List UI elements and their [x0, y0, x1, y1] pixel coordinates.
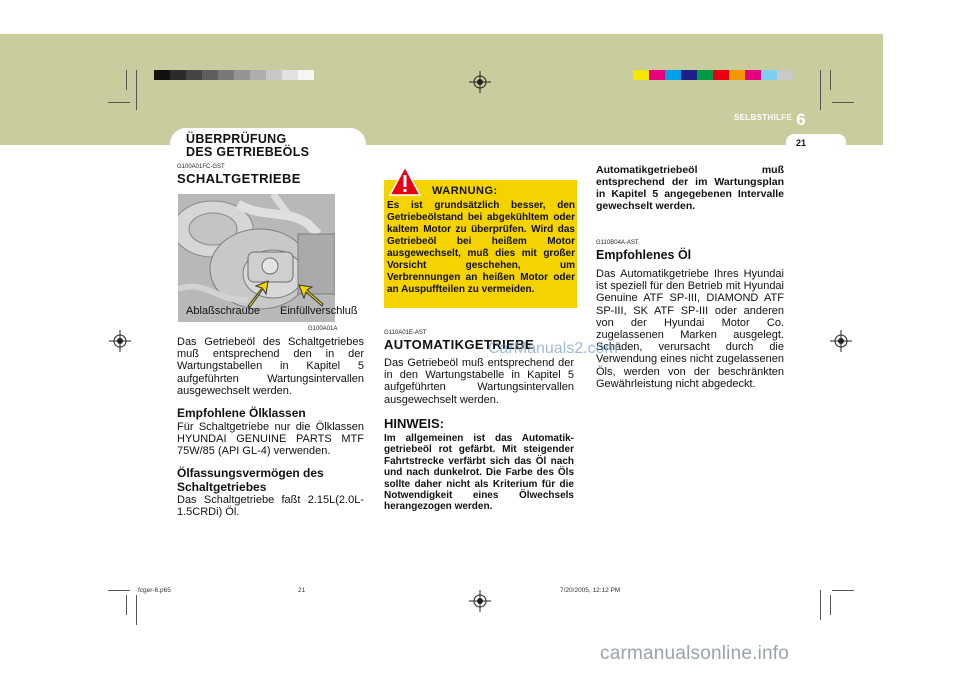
registration-target-icon: [469, 590, 491, 612]
watermark: carmanualsonline.info: [600, 643, 790, 664]
calibration-swatch: [745, 70, 761, 80]
calibration-swatch: [218, 70, 234, 80]
page-number: 21: [795, 138, 806, 148]
calibration-swatch: [761, 70, 777, 80]
crop-mark: [832, 102, 854, 103]
warning-title: WARNUNG:: [432, 185, 498, 197]
calibration-swatch: [186, 70, 202, 80]
calibration-swatch: [282, 70, 298, 80]
calibration-swatch: [729, 70, 745, 80]
section-number: 6: [796, 110, 806, 129]
paragraph: Das Automatikgetriebe Ihres Hyundai ist speziell für den Betrieb mit Hyundai Genuine ATF SP-III, DIAMOND ATF SP-III, SK ATF SP-III oder anderen von der Hyundai Motor Co. zugelassenen Marken ausgelegt. Schäden, verursacht durch die Verwendung eines nicht zugelassenen Öls, werden von der beschränkten Gewährleistung nicht abgedeckt.: [596, 268, 784, 390]
subheading: Ölfassungsvermögen des Schaltgetriebes: [177, 466, 324, 494]
header-band: [0, 34, 883, 145]
footer-page: 21: [298, 587, 306, 594]
calibration-swatch: [697, 70, 713, 80]
note-text: Im allgemeinen ist das Automatik-getriebeöl rot gefärbt. Mit steigender Fahrtstrecke verfärbt sich das Öl nach und nach dunkelrot. Die Farbe des Öls sollte daher nicht als Kriterium für die Notwendigkeit eines Ölwechsels herangezogen werden.: [384, 433, 574, 513]
crop-mark: [820, 70, 821, 110]
calibration-swatch: [633, 70, 649, 80]
intro-text: Automatikgetriebeöl muß entsprechend der im Wartungsplan in Kapitel 5 angegebenen Intervalle gewechselt werden.: [596, 164, 784, 212]
calibration-swatch: [713, 70, 729, 80]
footer-datetime: 7/20/2005, 12:12 PM: [560, 587, 621, 594]
subheading: Empfohlene Ölklassen: [177, 406, 306, 420]
calibration-swatch: [266, 70, 282, 80]
calibration-swatch: [681, 70, 697, 80]
warning-box: [384, 180, 577, 308]
image-label-filler-cap: Einfüllverschluß: [280, 305, 358, 317]
section-heading: AUTOMATIKGETRIEBE: [384, 337, 535, 352]
calibration-swatch: [234, 70, 250, 80]
page-title: ÜBERPRÜFUNG DES GETRIEBEÖLS: [186, 132, 310, 159]
registration-target-icon: [469, 71, 491, 93]
paragraph: Das Getriebeöl muß entsprechend der in den Wartungstabelle in Kapitel 5 aufgeführten Wartungsintervallen ausgewechselt werden.: [384, 357, 574, 406]
footer-file: fcger-6.p65: [138, 587, 171, 594]
color-bar: [633, 70, 793, 80]
warning-icon: [389, 166, 421, 196]
crop-mark: [820, 590, 821, 620]
paragraph: Das Getriebeöl des Schaltgetriebes muß entsprechend den in der Wartungstabellen in Kapitel 5 aufgeführten Wartungsintervallen ausgewechselt werden.: [177, 336, 364, 397]
crop-mark: [126, 70, 127, 90]
image-code: G100A01A: [308, 326, 338, 332]
watermark: CarManuals2.com: [488, 340, 618, 357]
crop-mark: [108, 102, 130, 103]
paragraph: Das Schaltgetriebe faßt 2.15L(2.0L-1.5CRDi) Öl.: [177, 494, 364, 519]
note-title: HINWEIS:: [384, 416, 444, 431]
image-label-drain-plug: Ablaßschraube: [186, 305, 260, 317]
section-code: G110A01E-AST: [384, 330, 427, 336]
calibration-swatch: [202, 70, 218, 80]
crop-mark: [832, 590, 854, 591]
calibration-swatch: [170, 70, 186, 80]
section-label: SELBSTHILFE: [734, 113, 792, 122]
calibration-swatch: [250, 70, 266, 80]
registration-target-icon: [830, 330, 852, 352]
arrow-icon: [246, 280, 270, 308]
crop-mark: [136, 70, 137, 110]
grayscale-bar: [154, 70, 314, 80]
crop-mark: [136, 595, 137, 625]
calibration-swatch: [649, 70, 665, 80]
crop-mark: [108, 590, 130, 591]
calibration-swatch: [154, 70, 170, 80]
registration-target-icon: [109, 330, 131, 352]
section-code: G110B04A-AST: [596, 240, 639, 246]
calibration-swatch: [298, 70, 314, 80]
crop-mark: [830, 70, 831, 90]
warning-text: Es ist grundsätzlich besser, den Getriebeölstand bei abgekühltem oder kaltem Motor zu überprüfen. Wird das Getriebeöl bei heißem Motor ausgewechselt, muß dies mit großer Vorsicht geschehen, um Verbrennungen an heißen Motor oder an Auspuffteilen zu vermeiden.: [387, 200, 575, 295]
crop-mark: [830, 595, 831, 615]
section-code: G100A01FC-GST: [177, 164, 225, 170]
paragraph: Für Schaltgetriebe nur die Ölklassen HYUNDAI GENUINE PARTS MTF 75W/85 (API GL-4) verwenden.: [177, 421, 364, 458]
calibration-swatch: [665, 70, 681, 80]
calibration-swatch: [777, 70, 793, 80]
crop-mark: [126, 595, 127, 615]
section-heading: Empfohlenes Öl: [596, 248, 692, 262]
section-heading: SCHALTGETRIEBE: [177, 171, 301, 186]
